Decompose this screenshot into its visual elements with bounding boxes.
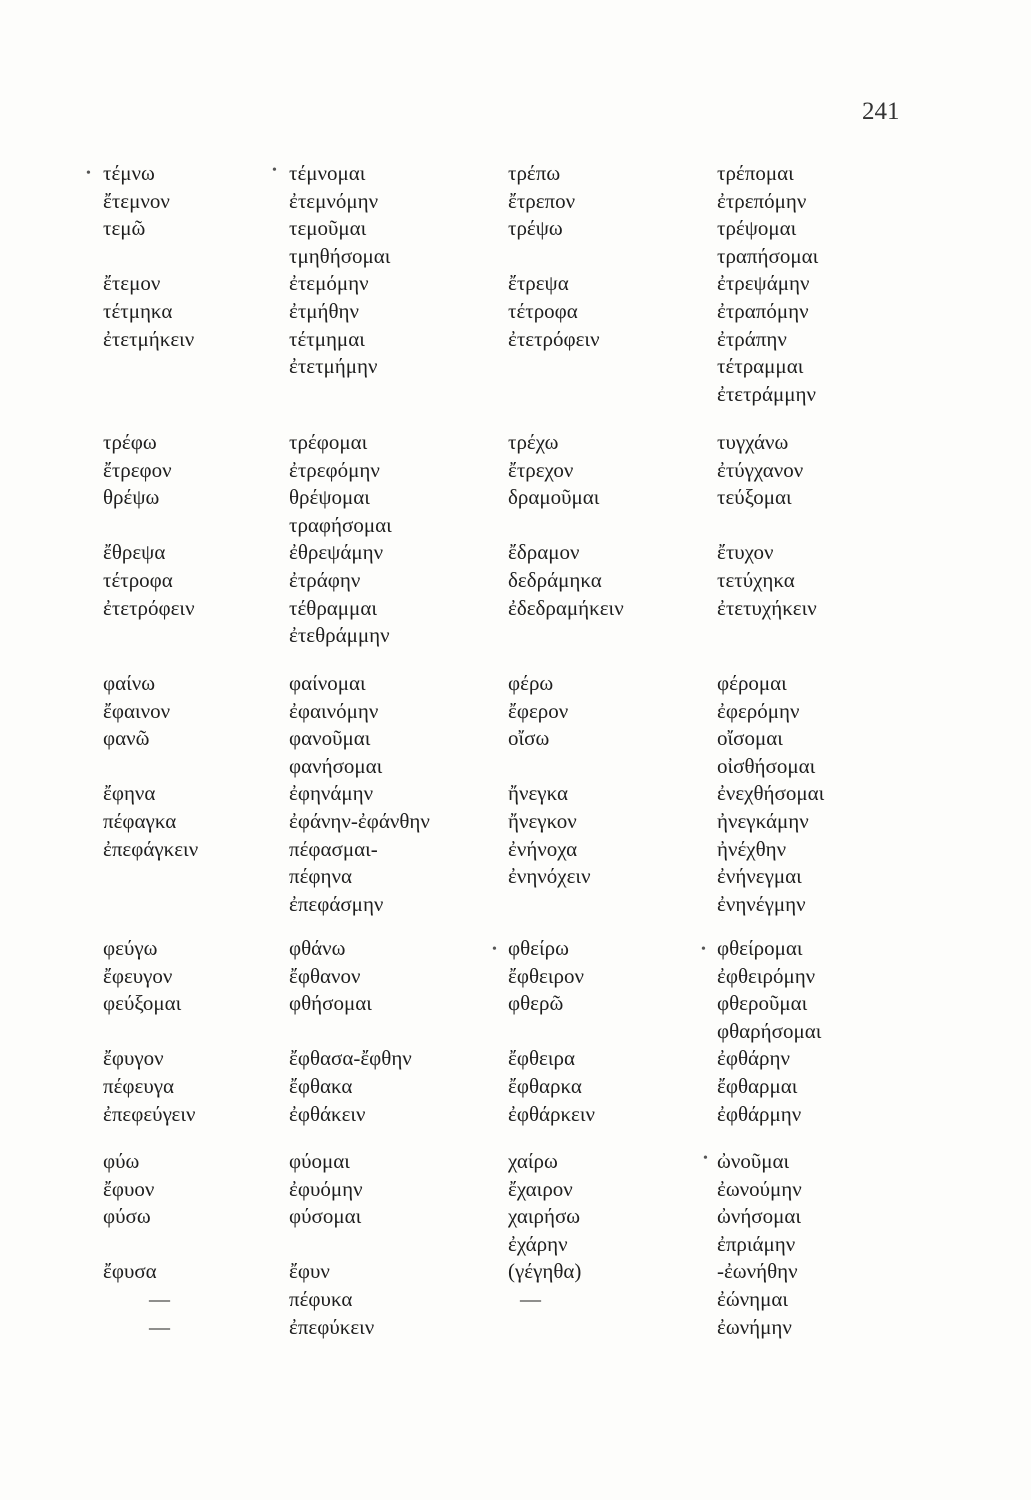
verb-form: τεμῶ (103, 216, 146, 241)
verb-form (717, 512, 817, 540)
verb-column (289, 429, 392, 650)
verb-form: φύομαι (289, 1149, 350, 1173)
verb-form: ἐτρεπόμην (717, 188, 807, 213)
verb-form: τμηθήσομαι (289, 243, 391, 268)
verb-form: φεύξομαι (103, 991, 182, 1016)
verb-form: ἐτραπόμην (717, 298, 809, 323)
empty-form-dash: — (149, 1314, 170, 1339)
verb-form: τρέφομαι (289, 430, 368, 454)
verb-form: φαίνομαι (289, 671, 366, 695)
verb-form: τέτμημαι (289, 326, 365, 351)
bullet-mark: • (86, 166, 91, 181)
verb-form: ἔφθανον (289, 963, 361, 988)
verb-form: δραμοῦμαι (508, 485, 600, 510)
verb-form: ἤνεγκον (508, 808, 577, 833)
verb-form: ἐτετρόφειν (103, 595, 195, 620)
verb-form: -ἐωνήθην (717, 1259, 798, 1284)
verb-form: τραπήσομαι (717, 243, 819, 268)
verb-form (508, 512, 624, 540)
verb-form: ἐτεμνόμην (289, 188, 379, 213)
verb-form: οἴσομαι (717, 726, 783, 751)
verb-form (103, 753, 198, 781)
verb-form (289, 1231, 374, 1259)
verb-form: ἐώνημαι (717, 1286, 789, 1311)
verb-form: τρέχω (508, 430, 559, 454)
verb-form: ἔφθειρα (508, 1046, 575, 1071)
verb-form: δεδράμηκα (508, 567, 602, 592)
verb-form (103, 512, 195, 540)
verb-column (289, 160, 390, 381)
verb-form: ἔφθακα (289, 1073, 353, 1098)
verb-form: φθεροῦμαι (717, 991, 808, 1016)
verb-form: ἐτετράμμην (717, 381, 816, 406)
verb-column (508, 670, 591, 891)
verb-form: φύσω (103, 1204, 151, 1229)
verb-form: φθείρω (508, 936, 569, 960)
verb-form: ἐφυόμην (289, 1176, 363, 1201)
verb-form: ἐφάνην-ἐφάνθην (289, 808, 430, 833)
verb-form: τέμνω (103, 161, 155, 185)
verb-form: φαίνω (103, 671, 156, 695)
verb-form: ἐφθειρόμην (717, 963, 816, 988)
verb-form: φέρομαι (717, 671, 787, 695)
verb-form: ἐπεφεύγειν (103, 1101, 196, 1126)
verb-form: φέρω (508, 671, 554, 695)
verb-form: τυγχάνω (717, 430, 789, 454)
verb-form: τρέφω (103, 430, 157, 454)
verb-form: ἐτετμήκειν (103, 326, 195, 351)
verb-form: ἔφερον (508, 698, 569, 723)
verb-form: ἐτετρόφειν (508, 326, 600, 351)
verb-column (103, 429, 195, 622)
verb-form: ἐτύγχανον (717, 457, 804, 482)
verb-column (717, 429, 817, 622)
verb-form: φανήσομαι (289, 753, 383, 778)
verb-form: τέτμηκα (103, 298, 173, 323)
verb-form: ἐωνήμην (717, 1314, 792, 1339)
verb-form: ἔφυν (289, 1259, 330, 1284)
verb-form: ἐνηνόχειν (508, 864, 591, 889)
verb-column (508, 429, 624, 622)
verb-form: φθείρομαι (717, 936, 803, 960)
verb-form: τρέψομαι (717, 216, 797, 241)
verb-form: ἠνέχθην (717, 836, 787, 861)
verb-form: φανῶ (103, 726, 150, 751)
verb-form: ἐτρεψάμην (717, 271, 810, 296)
verb-form: ἔφυσα (103, 1259, 157, 1284)
verb-form: ἐτεμόμην (289, 271, 369, 296)
verb-form: οἴσω (508, 726, 550, 751)
verb-form: ἔτεμον (103, 271, 161, 296)
verb-form: τετύχηκα (717, 567, 795, 592)
verb-form: πέφευγα (103, 1073, 175, 1098)
verb-form: ἐφθάρην (717, 1046, 790, 1071)
verb-form: ἔφθαρμαι (717, 1073, 798, 1098)
verb-form: ἔφαινον (103, 698, 171, 723)
empty-form-dash: — (520, 1286, 541, 1311)
verb-form: ἔφυον (103, 1176, 155, 1201)
verb-form: ἔφθειρον (508, 963, 584, 988)
verb-form: ἐνήνεγμαι (717, 864, 802, 889)
verb-form: ἔφθαρκα (508, 1073, 582, 1098)
verb-form (103, 243, 194, 271)
verb-form (103, 1018, 195, 1046)
verb-form: ἔτρεφον (103, 457, 172, 482)
verb-form: ἔφευγον (103, 963, 173, 988)
verb-form (289, 1018, 412, 1046)
verb-form: ὠνοῦμαι (717, 1149, 790, 1173)
verb-form: ἐφερόμην (717, 698, 800, 723)
verb-form: τέτροφα (103, 567, 173, 592)
verb-form: τρέπω (508, 161, 561, 185)
verb-form: τεύξομαι (717, 485, 792, 510)
verb-form: φεύγω (103, 936, 158, 960)
verb-form: ἔφθασα-ἔφθην (289, 1046, 412, 1071)
verb-form: ἐτετμήμην (289, 354, 378, 379)
verb-form: ἐφηνάμην (289, 781, 374, 806)
verb-form: ἐνηνέγμην (717, 891, 806, 916)
verb-form: φθήσομαι (289, 991, 372, 1016)
verb-column (717, 160, 818, 408)
verb-form: τεμοῦμαι (289, 216, 367, 241)
verb-form: ἐφθάκειν (289, 1101, 366, 1126)
verb-form: ἐπεφάγκειν (103, 836, 199, 861)
verb-form (508, 753, 591, 781)
verb-form: φύω (103, 1149, 140, 1173)
verb-form: τέτραμμαι (717, 354, 804, 379)
verb-form: ἠνεγκάμην (717, 808, 809, 833)
verb-form: ἐφθάρκειν (508, 1101, 596, 1126)
verb-form: ἔθρεψα (103, 540, 166, 565)
verb-form: ἔδραμον (508, 540, 580, 565)
verb-form: ἔφηνα (103, 781, 156, 806)
verb-form: ἐωνούμην (717, 1176, 802, 1201)
verb-form: πέφυκα (289, 1286, 353, 1311)
verb-form: φθερῶ (508, 991, 564, 1016)
verb-form: ἔφυγον (103, 1046, 164, 1071)
verb-form: ἐχάρην (508, 1231, 568, 1256)
verb-form: ἐνεχθήσομαι (717, 781, 825, 806)
bullet-mark: • (703, 1151, 708, 1166)
verb-form: ἐπεφύκειν (289, 1314, 375, 1339)
bullet-mark: • (701, 942, 706, 957)
verb-form: ἐτμήθην (289, 298, 360, 323)
verb-column (717, 935, 821, 1128)
verb-form: ἔτρεψα (508, 271, 569, 296)
verb-form: φανοῦμαι (289, 726, 371, 751)
verb-form: ἐθρεψάμην (289, 540, 384, 565)
bullet-mark: • (272, 163, 277, 178)
verb-form: ἐπριάμην (717, 1231, 796, 1256)
verb-form: ἔτρεχον (508, 457, 574, 482)
verb-column (508, 160, 600, 353)
verb-form: τρέπομαι (717, 161, 794, 185)
verb-form (508, 1018, 595, 1046)
verb-form: ἤνεγκα (508, 781, 568, 806)
verb-form: τρέψω (508, 216, 563, 241)
verb-column (289, 670, 430, 918)
page-number: 241 (862, 98, 900, 125)
verb-form: πέφηνα (289, 864, 353, 889)
verb-column (289, 1148, 374, 1341)
verb-column (717, 670, 824, 918)
verb-form: ἐπεφάσμην (289, 891, 384, 916)
verb-form: τέμνομαι (289, 161, 366, 185)
verb-form (103, 1231, 170, 1259)
verb-form: πέφασμαι- (289, 836, 378, 861)
verb-column (103, 1148, 170, 1341)
verb-form: τέθραμμαι (289, 595, 377, 620)
verb-form: οἰσθήσομαι (717, 753, 816, 778)
verb-form: ἐτεθράμμην (289, 623, 390, 648)
verb-form: ἐφαινόμην (289, 698, 379, 723)
verb-form: θρέψομαι (289, 485, 370, 510)
verb-form: πέφαγκα (103, 808, 177, 833)
verb-form: τέτροφα (508, 298, 578, 323)
verb-form: ἐνήνοχα (508, 836, 578, 861)
verb-form: ἔτεμνον (103, 188, 170, 213)
verb-column (103, 160, 194, 353)
verb-column (717, 1148, 802, 1341)
verb-form: ὠνήσομαι (717, 1204, 802, 1229)
verb-form: φθαρήσομαι (717, 1018, 822, 1043)
verb-column (103, 935, 195, 1128)
verb-form: ἐδεδραμήκειν (508, 595, 624, 620)
verb-form: ἔτυχον (717, 540, 774, 565)
verb-form: (γέγηθα) (508, 1259, 582, 1284)
verb-form: χαίρω (508, 1149, 558, 1173)
verb-form: ἔτρεπον (508, 188, 576, 213)
empty-form-dash: — (149, 1286, 170, 1311)
verb-form: ἐτράφην (289, 567, 361, 592)
verb-form: θρέψω (103, 485, 160, 510)
verb-form: ἐτετυχήκειν (717, 595, 817, 620)
verb-form: ἐφθάρμην (717, 1101, 802, 1126)
verb-form: ἔχαιρον (508, 1176, 573, 1201)
verb-form: φθάνω (289, 936, 346, 960)
verb-form: ἐτράπην (717, 326, 787, 351)
verb-form: ἐτρεφόμην (289, 457, 380, 482)
verb-column (289, 935, 412, 1128)
verb-form: φύσομαι (289, 1204, 362, 1229)
verb-form (508, 243, 600, 271)
verb-column (508, 1148, 581, 1314)
verb-column (103, 670, 198, 863)
bullet-mark: • (492, 942, 497, 957)
verb-column (508, 935, 595, 1128)
verb-form: χαιρήσω (508, 1204, 581, 1229)
verb-form: τραφήσομαι (289, 512, 392, 537)
